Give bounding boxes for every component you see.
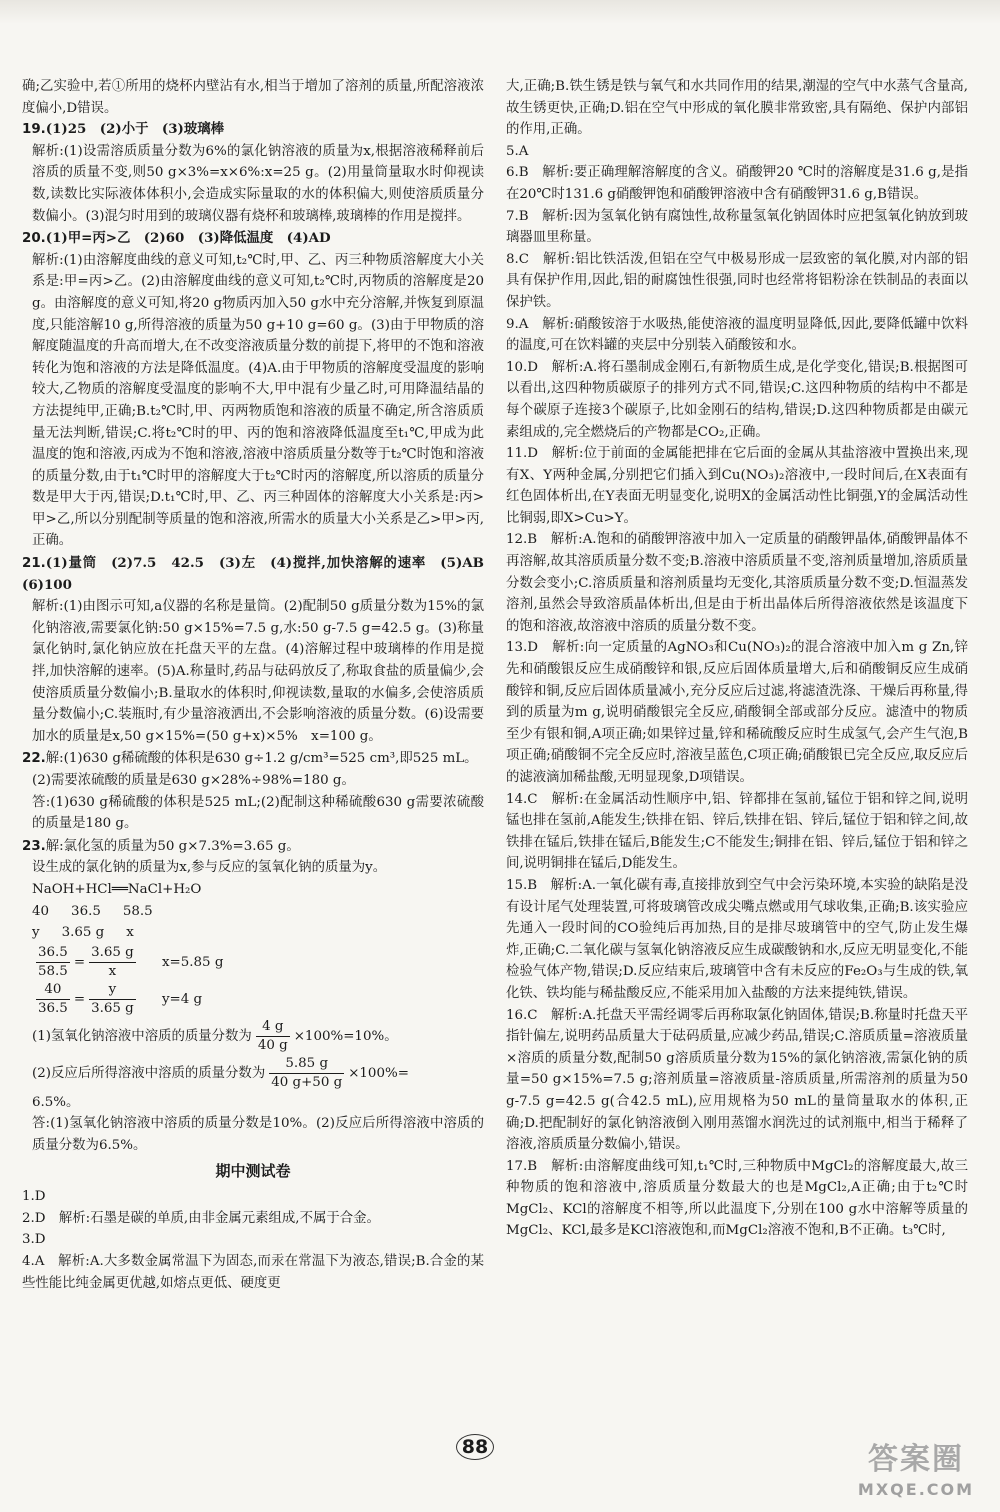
solution-line: (2)需要浓硫酸的质量是630 g×28%÷98%=180 g。 <box>32 773 355 788</box>
midterm-item-9: 9.A 解析:硝酸铵溶于水吸热,能使溶液的温度明显降低,因此,要降低罐中饮料的温度,可在饮料罐的夹层中分别装入硝酸铵和水。 <box>506 316 968 354</box>
explanation: 解析:(1)设需溶质质量分数为6%的氯化钠溶液的质量为x,根据溶液稀释前后溶质的质量不变,则50 g×3%=x×6%:x=25 g。(2)用量筒量取水时仰视读数,读数比实际液体体积小,会造成实际量取的水的体积偏大,则使溶质质量分数偏小。(3)混匀时用到的玻璃仪器有烧杯和玻璃棒,玻璃棒的作用是搅拌。 <box>32 143 484 224</box>
proportion-1: $\frac{36.5}{58.5}$ = $\frac{3.65 g}{x}$ x=5.85 g <box>38 944 224 979</box>
page-number-text: 88 <box>461 1436 489 1458</box>
mass-value: 36.5 <box>71 903 101 919</box>
watermark-logo: 答案圈 <box>868 1442 964 1477</box>
answer-text: (1)量筒 (2)7.5 42.5 (3)左 (4)搅拌,加快溶解的速率 (5)AB (6)100 <box>22 555 498 593</box>
watermark <box>846 1440 986 1504</box>
midterm-item-14: 14.C 解析:在金属活动性顺序中,铝、锌都排在氢前,锰位于铝和锌之间,说明锰也排在氢前,A能发生;铁排在铝、锌后,铁排在铝、锌后,锰位于铝和锌之间,故铁排在锰后,铁排在锰后,B能发生;C不能发生;铜排在铝、锌后,锰位于铝和锌之间,说明铜排在锰后,D能发生。 <box>506 791 968 872</box>
solution-line: 设生成的氯化钠的质量为x,参与反应的氢氧化钠的质量为y。 <box>32 860 387 876</box>
question-number: 21. <box>22 556 46 572</box>
midterm-item-2: 2.D 解析:石墨是碳的单质,由非金属元素组成,不属于合金。 <box>22 1210 380 1226</box>
question-21 <box>22 553 498 747</box>
explanation: 解析:(1)由图示可知,a仪器的名称是量筒。(2)配制50 g质量分数为15%的氯化钠溶液,需要氯化钠:50 g×15%=7.5 g,水:50 g-7.5 g=42.5 g。(3)称量氯化钠时,氯化钠应放在托盘天平的左盘。(4)溶解过程中玻璃棒的作用是搅拌,加快溶解的速率。(5)A.称量时,药品与砝码放反了,称取食盐的质量偏少,会使溶质质量分数偏小;B.量取水的体积时,仰视读数,量取的水偏多,会使溶质质量分数偏小;C.装瓶时,有少量溶液洒出,不会影响溶液的质量分数。(6)设需要加水的质量是x,50 g×15%=(50 g+x)×5% x=100 g。 <box>32 599 484 744</box>
midterm-item-1: 1.D <box>22 1189 46 1205</box>
midterm-item-13: 13.D 解析:向一定质量的AgNO₃和Cu(NO₃)₂的混合溶液中加入m g Zn,锌先和硝酸银反应生成硝酸锌和银,反应后固体质量增大,后和硝酸铜反应生成硝酸锌和铜,反应后固体质量减小,充分反应后过滤,将滤渣洗涤、干燥后再称量,得到的质量为m g,说明硝酸银完全反应,硝酸铜全部或部分反应。滤渣中的物质至少有银和铜,A项正确;如果锌过量,锌和稀硫酸反应时生成氢气,会产生气泡,B项正确;硝酸铜不完全反应时,溶液呈蓝色,C项正确;硝酸银已完全反应,取反应后的滤液滴加稀盐酸,无明显现象,D项错误。 <box>506 640 968 785</box>
mass-value: 40 <box>32 903 50 919</box>
answer-text: (1)25 (2)小于 (3)玻璃棒 <box>45 121 225 138</box>
midterm-item-10: 10.D 解析:A.将石墨制成金刚石,有新物质生成,是化学变化,错误;B.根据图可以看出,这四种物质碳原子的排列方式不同,错误;C.这四种物质的结构中不都是每个碳原子连接3个碳原子,比如金刚石的结构,错误;D.这四种物质都是由碳元素组成的,完全燃烧后的产物都是CO₂,正确。 <box>506 359 968 440</box>
proportion-2: $\frac{40}{36.5}$ = $\frac{y}{3.65 g}$ y=4 g <box>38 981 203 1016</box>
continued-text: 大,正确;B.铁生锈是铁与氧气和水共同作用的结果,潮湿的空气中水蒸气含量高,故生锈更快,正确;D.铝在空气中形成的氧化膜非常致密,具有隔绝、保护内部铝的作用,正确。 <box>506 79 968 138</box>
mass-fraction-line-1: (1)氢氧化钠溶液中溶质的质量分数为 $\frac{4 g}{40 g}$ ×100%=10%。 <box>32 1018 398 1053</box>
midterm-item-15: 15.B 解析:A.一氧化碳有毒,直接排放到空气中会污染环境,本实验的缺陷是没有设计尾气处理装置,可将玻璃管改成尖嘴点燃或用气球收集,正确;B.该实验应先通入一段时间的CO验纯后再加热,目的是排尽玻璃管中的空气,防止发生爆炸,正确;C.二氧化碳与氢氧化钠溶液反应生成碳酸钠和水,反应无明显变化,不能检验气体产物,错误;D.反应结束后,玻璃管中含有未反应的Fe₂O₃与生成的铁,氧化铁、铁均能与稀盐酸反应,不能采用加入盐酸的方法来提纯铁,错误。 <box>506 877 968 1001</box>
result: y=4 g <box>161 991 203 1007</box>
molar-mass-row <box>22 901 484 923</box>
midterm-item-11: 11.D 解析:位于前面的金属能把排在它后面的金属从其盐溶液中置换出来,现有X、Y两种金属,分别把它们插入到Cu(NO₃)₂溶液中,一段时间后,在X表面有红色固体析出,在Y表面无明显变化,说明X的金属活动性比铜强,Y的金属活动性比铜弱,即X>Cu>Y。 <box>506 446 968 526</box>
question-23 <box>22 836 484 1157</box>
variable-row <box>22 922 484 944</box>
variable-value: x <box>126 925 134 941</box>
mass-value: 58.5 <box>122 903 153 919</box>
question-22 <box>22 748 484 834</box>
question-number: 19. <box>22 122 46 138</box>
midterm-item-6: 6.B 解析:要正确理解溶解度的含义。硝酸钾20 ℃时的溶解度是31.6 g,是指在20℃时131.6 g硝酸钾饱和硝酸钾溶液中含有硝酸钾31.6 g,B错误。 <box>506 165 968 202</box>
chemical-equation: NaOH+HCl══NaCl+H₂O <box>32 881 202 897</box>
question-19 <box>22 119 484 227</box>
section-title: 期中测试卷 <box>215 1161 291 1180</box>
variable-value: y <box>32 925 40 941</box>
continued-text: 确;乙实验中,若①所用的烧杯内壁沾有水,相当于增加了溶剂的质量,所配溶液浓度偏小,D错误。 <box>22 79 484 116</box>
midterm-item-5: 5.A <box>506 143 529 159</box>
midterm-item-3: 3.D <box>22 1232 46 1248</box>
question-number: 20. <box>22 231 46 247</box>
solution-line: 解:氯化氢的质量为50 g×7.3%=3.65 g。 <box>45 838 300 854</box>
midterm-item-7: 7.B 解析:因为氢氧化钠有腐蚀性,故称量氢氧化钠固体时应把氢氧化钠放到玻璃器皿里称量。 <box>506 208 968 246</box>
watermark-url: MXQE.COM <box>857 1480 975 1499</box>
mass-fraction-line-2: (2)反应后所得溶液中溶质的质量分数为 $\frac{5.85 g}{40 g+50 g}$ ×100%= <box>32 1055 409 1090</box>
question-number: 22. <box>22 751 46 767</box>
midterm-item-16: 16.C 解析:A.托盘天平需经调零后再称取氯化钠固体,错误;B.称量时托盘天平指针偏左,说明药品质量大于砝码质量,应减少药品,错误;C.溶质质量=溶液质量×溶质的质量分数,配制50 g溶质质量分数为15%的氯化钠溶液,需氯化钠的质量=50 g×15%=7.5 g;溶剂质量=溶液质量-溶质质量,所需溶剂的质量为50 g-7.5 g=42.5 g(合42.5 mL),应用规格为50 mL的量筒量取水的体积,正确;D.把配制好的氯化钠溶液倒入刚用蒸馏水润洗过的试剂瓶中,相当于稀释了溶液,溶质质量分数偏小,错误。 <box>506 1007 968 1153</box>
variable-value: 3.65 g <box>61 925 105 941</box>
right-column <box>506 76 968 1242</box>
question-number: 23. <box>22 838 46 854</box>
answer-line: 答:(1)氢氧化钠溶液中溶质的质量分数是10%。(2)反应后所得溶液中溶质的质量分数为6.5%。 <box>32 1116 484 1153</box>
midterm-item-12: 12.B 解析:A.饱和的硝酸钾溶液中加入一定质量的硝酸钾晶体,硝酸钾晶体不再溶解,故其溶质质量分数不变;B.溶液中溶质质量不变,溶剂质量增加,溶质质量分数会变小;C.溶质质量和溶剂质量均无变化,其溶质质量分数不变;D.恒温蒸发溶剂,虽然会导致溶质晶体析出,但是由于析出晶体后所得溶液依然是该温度下的饱和溶液,故溶液中溶质的质量分数不变。 <box>506 532 968 634</box>
top-edge-shadow <box>0 0 1000 24</box>
answer-text: (1)甲=丙>乙 (2)60 (3)降低温度 (4)AD <box>45 230 331 247</box>
question-20 <box>22 228 484 552</box>
page-number <box>454 1430 496 1464</box>
result-continued: 6.5%。 <box>32 1094 80 1110</box>
solution-line: 解:(1)630 g稀硫酸的体积是630 g÷1.2 g/cm³=525 cm³,即525 mL。 <box>45 751 478 767</box>
explanation: 解析:(1)由溶解度曲线的意义可知,t₂℃时,甲、乙、丙三种物质溶解度大小关系是:甲=丙>乙。(2)由溶解度曲线的意义可知,t₂℃时,丙物质的溶解度是20 g。由溶解度的意义可知,将20 g物质丙加入50 g水中充分溶解,并恢复到原温度,只能溶解10 g,所得溶液的质量为50 g+10 g=60 g。(3)由于甲物质的溶解度随温度的升高而增大,在不改变溶液质量分数的前提下,将甲的不饱和溶液转化为饱和溶液的方法是降低温度。(4)A.由于甲物质的溶解度受温度的影响较大,乙物质的溶解度受温度的影响不大,甲中混有少量乙时,可用降温结晶的方法提纯甲,正确;B.t₂℃时,甲、丙两物质饱和溶液的质量不确定,所含溶质质量无法判断,错误;C.将t₂℃时的甲、丙的饱和溶液降低温度至t₁℃,甲成为此温度的饱和溶液,丙成为不饱和溶液,溶液中溶质质量分数等于t₂℃时饱和溶液的质量分数,由于t₁℃时甲的溶解度大于t₂℃时丙的溶解度,所以溶质的质量分数是甲大于丙,错误;D.t₁℃时,甲、乙、丙三种固体的溶解度大小关系是:丙>甲>乙,所以分别配制等质量的饱和溶液,所需水的质量大小关系是乙>甲>丙,正确。 <box>32 252 484 549</box>
midterm-item-4: 4.A 解析:A.大多数金属常温下为固态,而汞在常温下为液态,错误;B.合金的某些性能比纯金属更优越,如熔点更低、硬度更 <box>22 1253 484 1291</box>
answer-line: 答:(1)630 g稀硫酸的体积是525 mL;(2)配制这种稀硫酸630 g需要浓硫酸的质量是180 g。 <box>32 794 484 832</box>
result: x=5.85 g <box>161 954 224 970</box>
midterm-item-17: 17.B 解析:由溶解度曲线可知,t₁℃时,三种物质中MgCl₂的溶解度最大,故三种物质的饱和溶液中,溶质质量分数最大的也是MgCl₂,A正确;由于t₂℃时MgCl₂、KCl的溶解度不相等,所以此温度下,分别在100 g水中溶解等质量的MgCl₂、KCl,最多是KCl溶液饱和,而MgCl₂溶液不饱和,B不正确。t₃℃时, <box>506 1158 968 1239</box>
midterm-item-8: 8.C 解析:铝比铁活泼,但铝在空气中极易形成一层致密的氧化膜,对内部的铝具有保护作用,因此,铝的耐腐蚀性很强,同时也经常将铝粉涂在铁制品的表面以保护铁。 <box>506 251 968 310</box>
left-column <box>22 76 498 1294</box>
